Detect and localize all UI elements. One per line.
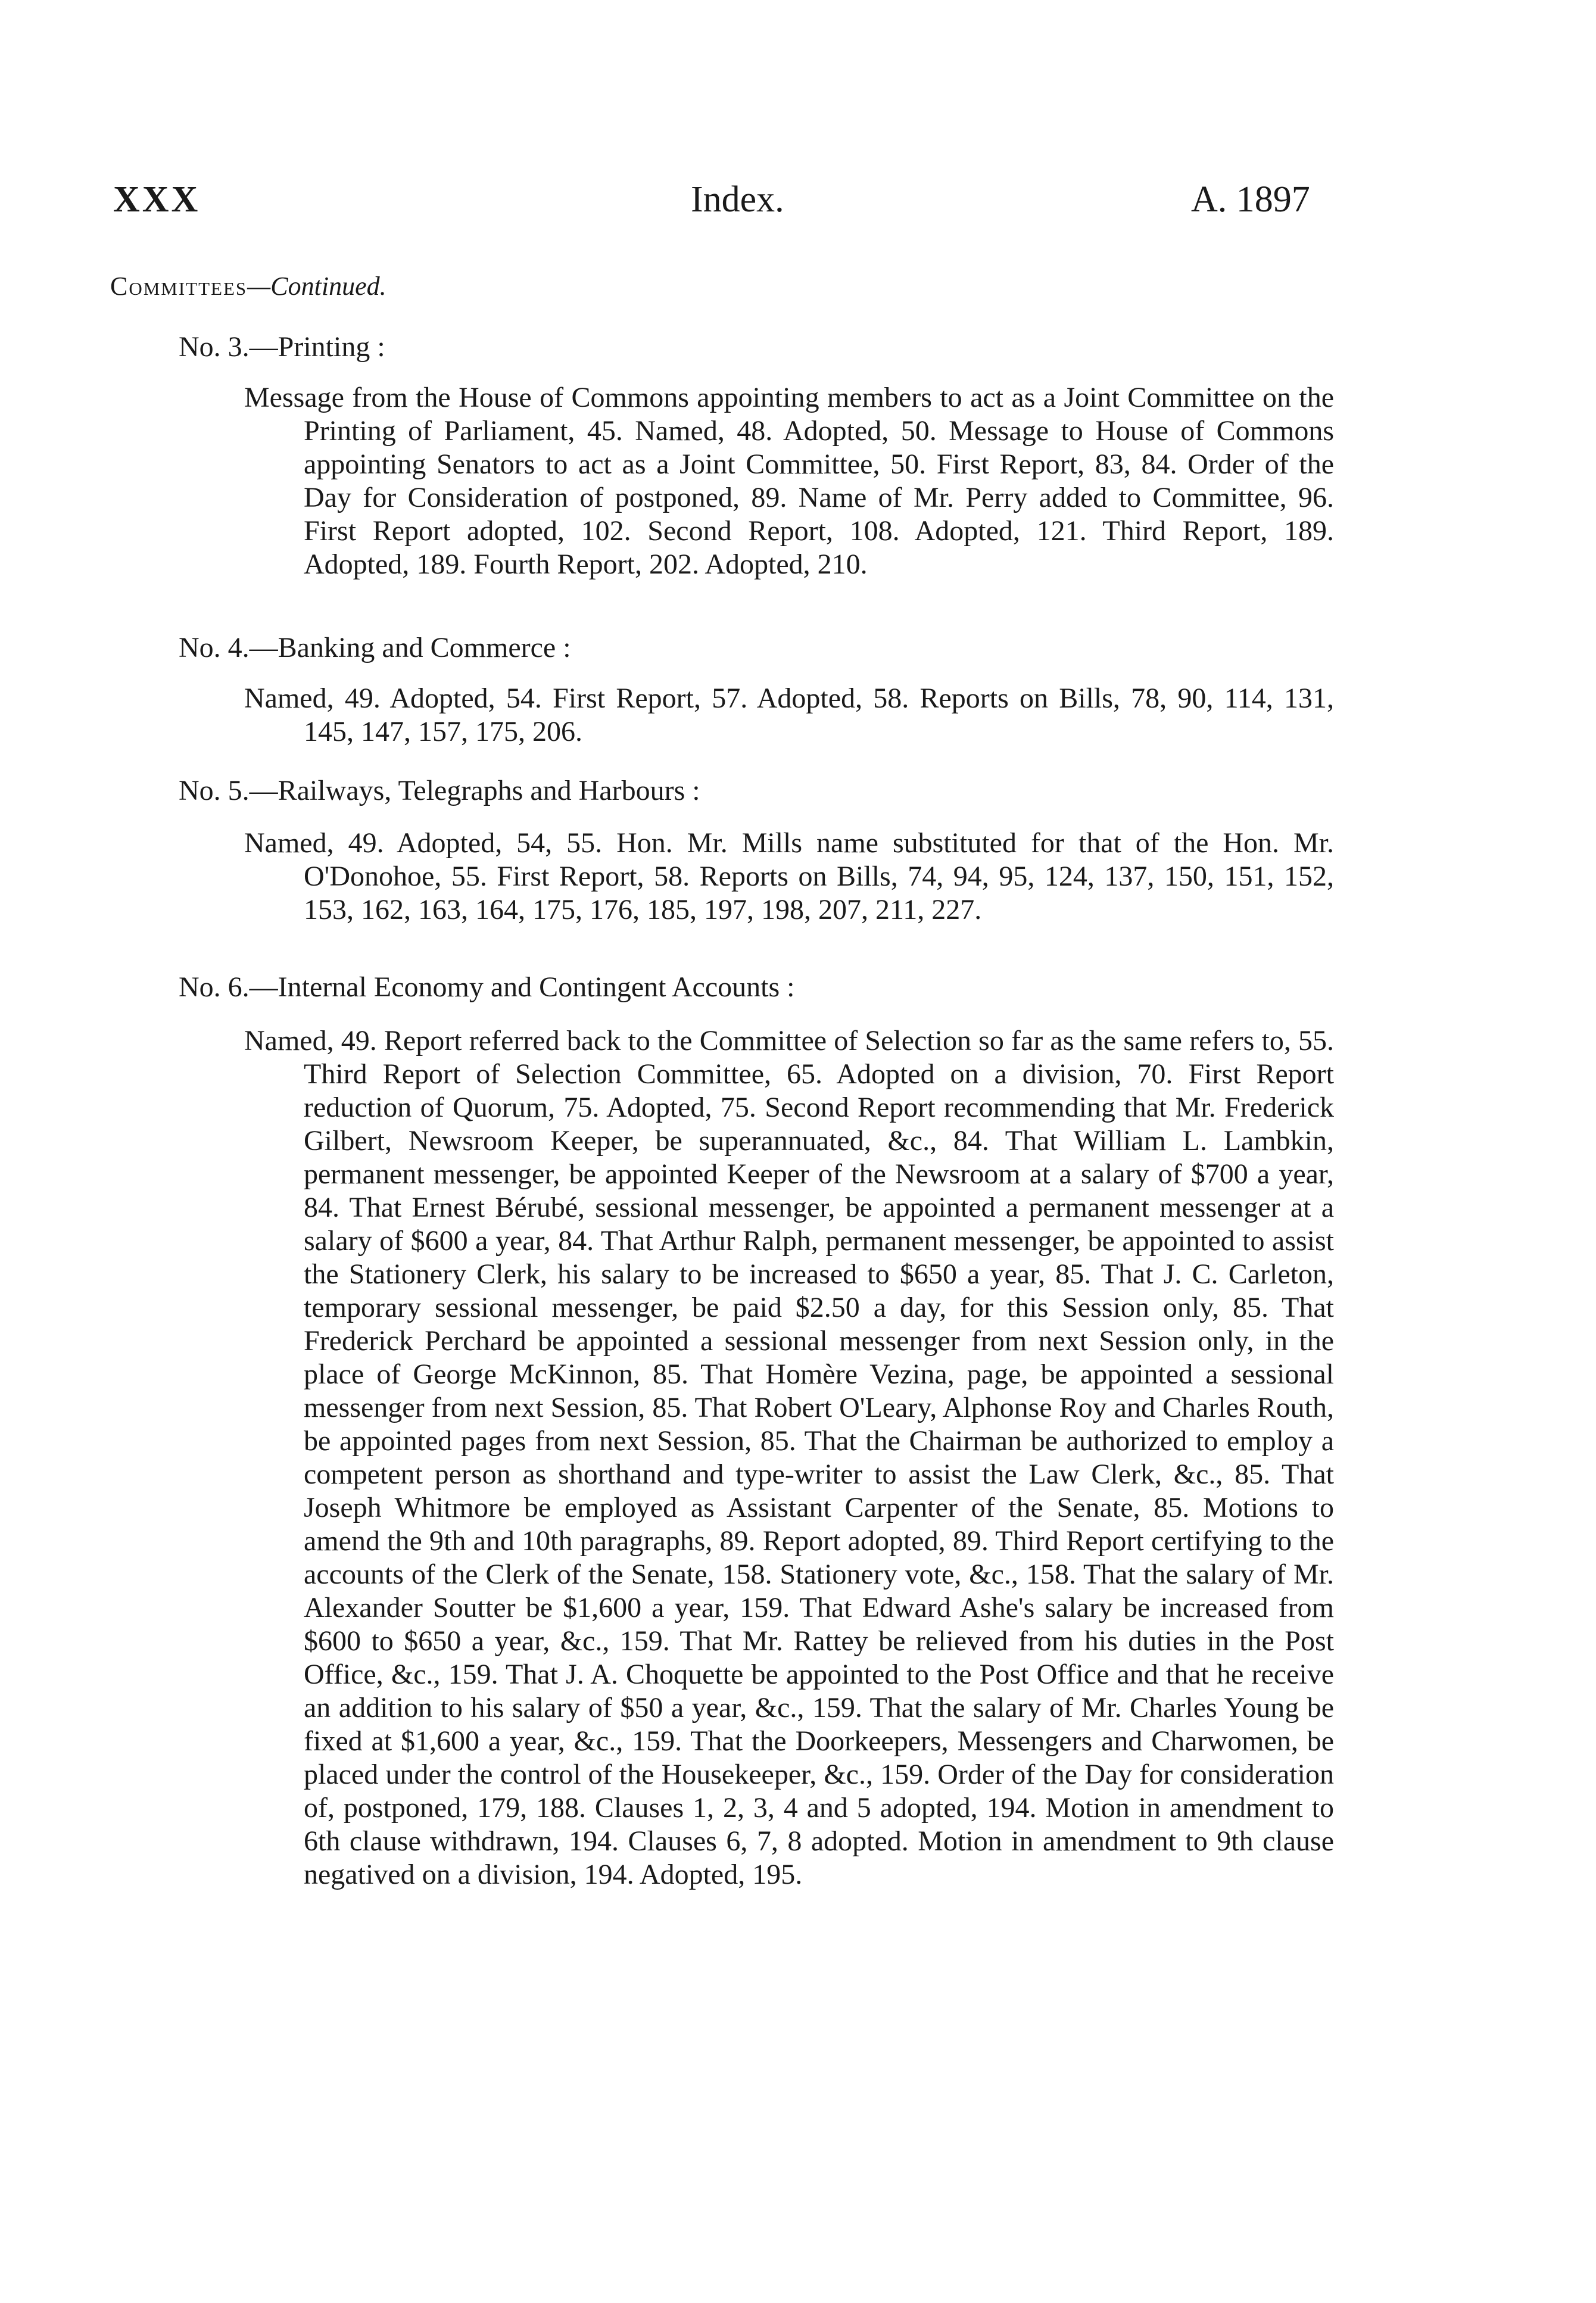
page-header	[0, 179, 1596, 232]
section-title-internal-economy: No. 6.—Internal Economy and Contingent Accounts :	[179, 971, 795, 1003]
continued-heading-suffix: —Continued.	[247, 272, 386, 301]
continued-heading-label: Committees	[110, 272, 248, 301]
continued-heading	[110, 271, 386, 301]
page-number: XXX	[113, 179, 201, 220]
section-title-railways: No. 5.—Railways, Telegraphs and Harbours :	[179, 775, 700, 806]
section-text-banking: Named, 49. Adopted, 54. First Report, 57. Adopted, 58. Reports on Bills, 78, 90, 114, 131, 145, 147, 157, 175, 206.	[244, 683, 1334, 747]
section-title-printing: No. 3.—Printing :	[179, 331, 385, 363]
section-title-banking: No. 4.—Banking and Commerce :	[179, 632, 571, 663]
page-title: Index.	[691, 179, 784, 220]
page-year: A. 1897	[1191, 179, 1310, 220]
section-text-internal-economy: Named, 49. Report referred back to the Committee of Selection so far as the same refers to, 55. Third Report of Selection Committee, 65. Adopted on a division, 70. First Report reduction of Quorum, 75. Adopted, 75. Second Report recommending that Mr. Frederick Gilbert, Newsroom Keeper, be superannuated, &c., 84. That William L. Lambkin, permanent messenger, be appointed Keeper of the Newsroom at a salary of $700 a year, 84. That Ernest Bérubé, sessional messenger, be appointed a permanent messenger at a salary of $600 a year, 84. That Arthur Ralph, permanent messenger, be appointed to assist the Stationery Clerk, his salary to be increased to $650 a year, 85. That J. C. Carleton, temporary sessional messenger, be paid $2.50 a day, for this Session only, 85. That Frederick Perchard be appointed a sessional messenger from next Session only, in the place of George McKinnon, 85. That Homère Vezina, page, be appointed a sessional messenger from next Session, 85. That Robert O'Leary, Alphonse Roy and Charles Routh, be appointed pages from next Session, 85. That the Chairman be authorized to employ a competent person as shorthand and type-writer to assist the Law Clerk, &c., 85. That Joseph Whitmore be employed as Assistant Carpenter of the Senate, 85. Motions to amend the 9th and 10th paragraphs, 89. Report adopted, 89. Third Report certifying to the accounts of the Clerk of the Senate, 158. Stationery vote, &c., 158. That the salary of Mr. Alexander Soutter be $1,600 a year, 159. That Edward Ashe's salary be increased from $600 to $650 a year, &c., 159. That Mr. Rattey be relieved from his duties in the Post Office, &c., 159. That J. A. Choquette be appointed to the Post Office and that he receive an addition to his salary of $50 a year, &c., 159. That the salary of Mr. Charles Young be fixed at $1,600 a year, &c., 159. That the Doorkeepers, Messengers and Charwomen, be placed under the control of the Housekeeper, &c., 159. Order of the Day for consideration of, postponed, 179, 188. Clauses 1, 2, 3, 4 and 5 adopted, 194. Motion in amendment to 6th clause withdrawn, 194. Clauses 6, 7, 8 adopted. Motion in amendment to 9th clause negatived on a division, 194. Adopted, 195.	[244, 1025, 1334, 1890]
section-text-railways: Named, 49. Adopted, 54, 55. Hon. Mr. Mills name substituted for that of the Hon. Mr. O'Donohoe, 55. First Report, 58. Reports on Bills, 74, 94, 95, 124, 137, 150, 151, 152, 153, 162, 163, 164, 175, 176, 185, 197, 198, 207, 211, 227.	[244, 827, 1334, 925]
section-text-printing: Message from the House of Commons appointing members to act as a Joint Committee on the Printing of Parliament, 45. Named, 48. Adopted, 50. Message to House of Commons appointing Senators to act as a Joint Committee, 50. First Report, 83, 84. Order of the Day for Consideration of postponed, 89. Name of Mr. Perry added to Committee, 96. First Report adopted, 102. Second Report, 108. Adopted, 121. Third Report, 189. Adopted, 189. Fourth Report, 202. Adopted, 210.	[244, 382, 1334, 580]
